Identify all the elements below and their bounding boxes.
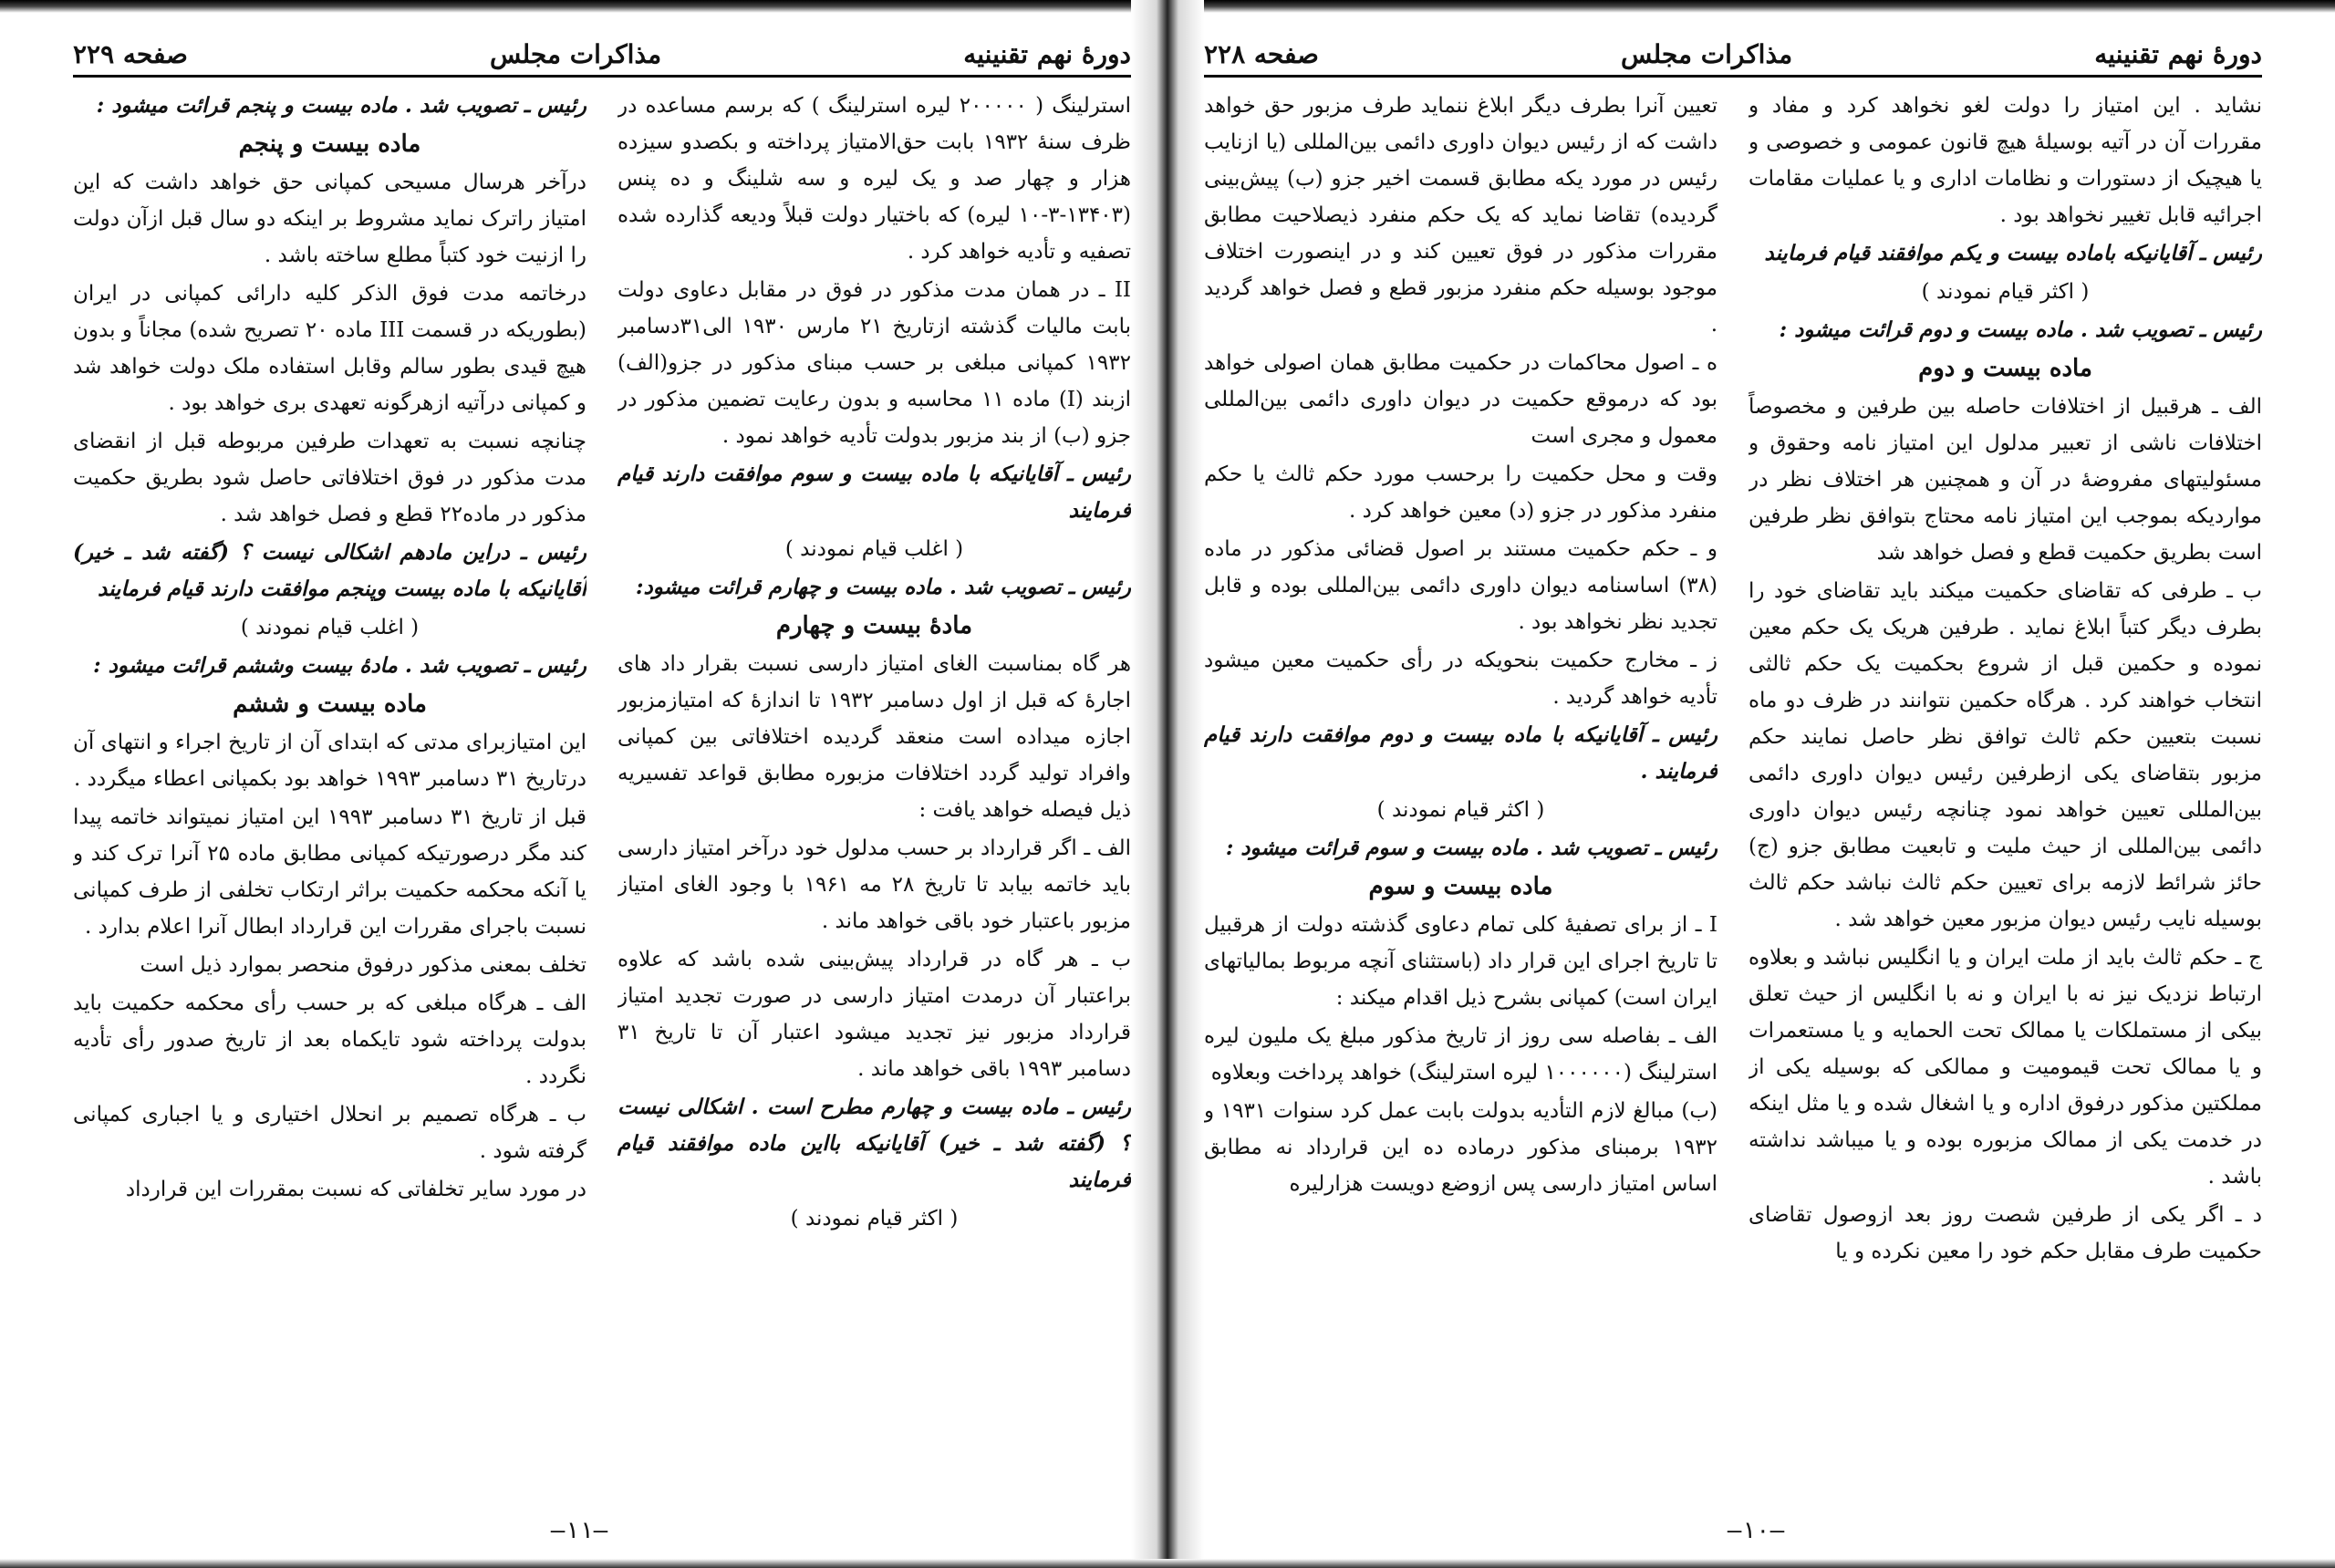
header-page-number: صفحه ۲۲۸ <box>1204 39 1319 69</box>
vote-result: ( اغلب قیام نمودند ) <box>784 537 964 561</box>
article-heading: ماده بیست و پنجم <box>238 130 421 158</box>
footer-page-number: –۱۰– <box>1727 1517 1785 1544</box>
paragraph: در مورد سایر تخلفاتی که نسبت بمقررات این قرارداد <box>125 1178 586 1201</box>
paragraph: الف ـ هرقبیل از اختلافات حاصله بین طرفین و مخصوصاً اختلافات ناشی از تعبیر مدلول این امتیاز نامه وحقوق و مسئولیتهای مفروضهٔ در آن و همچنین هر اختلاف نظر در مواردیکه بموجب این امتیاز نامه محتاج بتوافق نظر طرفین است بطریق حکمیت قطع و فصل خواهد شد <box>1749 395 2262 565</box>
speaker-line: رئیس ـ تصویب شد . ماده بیست و دوم قرائت میشود : <box>1779 317 2262 342</box>
header-page-number: صفحه ۲۲۹ <box>73 39 188 69</box>
article-heading: مادهٔ بیست و چهارم <box>775 612 973 639</box>
vote-result: ( اکثر قیام نمودند ) <box>1376 798 1545 822</box>
speaker-line: رئیس ـ تصویب شد . ماده بیست و چهارم قرائت میشود: <box>636 575 1131 599</box>
paragraph: این امتیازبرای مدتی که ابتدای آن از تاریخ اجراء و انتهای آن درتاریخ ۳۱ دسامبر ۱۹۹۳ خواهد بود بکمپانی اعطاء میگردد . <box>73 731 586 791</box>
article-heading: ماده بیست و ششم <box>233 691 427 718</box>
paragraph: (ب) مبالغ لازم التأدیه بدولت بابت عمل کرد سنوات ۱۹۳۱ و ۱۹۳۲ برمبنای مذکور درماده ده این قرارداد نه مطابق اساس امتیاز دارسی پس ازوضع دویست هزارلیره <box>1204 1099 1718 1196</box>
page-229 <box>0 0 1158 1568</box>
vote-result: ( اکثر قیام نمودند ) <box>1921 280 2090 304</box>
article-heading: ماده بیست و دوم <box>1918 355 2092 382</box>
paragraph: الف ـ بفاصله سی روز از تاریخ مذکور مبلغ یک ملیون لیره استرلینگ (۱۰۰۰۰۰۰ لیره استرلینگ) خواهد پرداخت وبعلاوه <box>1204 1024 1718 1085</box>
left-column <box>1204 88 1718 1504</box>
paragraph: قبل از تاریخ ۳۱ دسامبر ۱۹۹۳ این امتیاز نمیتواند خاتمه پیدا کند مگر درصورتیکه کمپانی مطابق ماده ۲۵ آنرا ترک کند و یا آنکه محکمه حکمیت براثر ارتکاب تخلفی از طرف کمپانی نسبت باجرای مقررات این قرارداد ابطال آنرا اعلام بدارد . <box>73 805 586 939</box>
paragraph: چنانچه نسبت به تعهدات طرفین مربوطه قبل از انقضای مدت مذکور در فوق اختلافاتی حاصل شود بطریق حکمیت مذکور در ماده۲۲ قطع و فصل خواهد شد . <box>73 430 586 526</box>
paragraph: ه ـ اصول محاکمات در حکمیت مطابق همان اصولی خواهد بود که درموقع حکمیت در دیوان داوری دائمی بین‌المللی معمول و مجری است <box>1204 351 1718 448</box>
speaker-line: رئیس ـ دراین مادهم اشکالی نیست ؟ (گفته شد ـ خیر) آقایانیکه با ماده بیست وپنجم موافقت دارند قیام فرمایند <box>73 540 586 601</box>
speaker-line: رئیس ـ تصویب شد . ماده بیست و پنجم قرائت میشود : <box>96 93 586 118</box>
page-header <box>73 18 1131 78</box>
text-columns <box>1204 88 2262 1504</box>
speaker-line: رئیس ـ ماده بیست و چهارم مطرح است . اشکالی نیست ؟ (گفته شد ـ خیر) آقایانیکه بااین ماده موافقند قیام فرمایند <box>617 1095 1131 1192</box>
paragraph: الف ـ هرگاه مبلغی که بر حسب رأی محکمه حکمیت باید بدولت پرداخته شود تایکماه بعد از تاریخ صدور رأی تأدیه نگردد . <box>73 992 586 1088</box>
footer-page-number: –۱۱– <box>550 1517 608 1544</box>
speaker-line: رئیس ـ آقایانیکه با ماده بیست و دوم موافقت دارند قیام فرمایند . <box>1204 722 1718 784</box>
article-heading: ماده بیست و سوم <box>1368 873 1553 900</box>
paragraph: استرلینگ ( ۲۰۰۰۰۰ لیره استرلینگ ) که برسم مساعده در ظرف سنهٔ ۱۹۳۲ بابت حق‌الامتیاز پرداخته و بکصدو سیزده هزار و چهار صد و یک لیره و سه شلینگ و ده پنس (۱۳۴۰۳-۳-۱۰ لیره) که باختیار دولت قبلاً ودیعه گذارده شده تصفیه و تأدیه خواهد کرد . <box>617 94 1131 264</box>
speaker-line: رئیس ـ تصویب شد . ماده بیست و سوم قرائت میشود : <box>1225 836 1718 860</box>
paragraph: نشاید . این امتیاز را دولت لغو نخواهد کرد و مفاد و مقررات آن در آتیه بوسیلهٔ هیچ قانون عمومی و خصوصی و یا هیچیک از دستورات و نظامات اداری و یا عملیات مقامات اجرائیه قابل تغییر نخواهد بود . <box>1749 94 2262 227</box>
paragraph: ب ـ هر گاه در قرارداد پیش‌بینی شده باشد که علاوه براعتبار آن درمدت امتیاز دارسی در صورت تجدید امتیاز قرارداد مزبور نیز تجدید میشود اعتبار آن تا تاریخ ۳۱ دسامبر ۱۹۹۳ باقی خواهد ماند . <box>617 948 1131 1081</box>
paragraph: و ـ حکم حکمیت مستند بر اصول قضائی مذکور در ماده (۳۸) اساسنامه دیوان داوری دائمی بین‌المللی بوده و قابل تجدید نظر نخواهد بود . <box>1204 537 1718 634</box>
speaker-line: رئیس ـ تصویب شد . مادهٔ بیست وششم قرائت میشود : <box>93 653 586 678</box>
paragraph: الف ـ اگر قرارداد بر حسب مدلول خود درآخر امتیاز دارسی باید خاتمه بیابد تا تاریخ ۲۸ مه ۱۹۶۱ با وجود الغای امتیاز مزبور باعتبار خود باقی خواهد ماند . <box>617 836 1131 933</box>
text-columns <box>73 88 1131 1504</box>
vote-result: ( اغلب قیام نمودند ) <box>240 616 420 639</box>
right-column <box>1749 88 2262 1504</box>
header-session: دورهٔ نهم تقنینیه <box>963 39 1131 69</box>
paragraph: ب ـ هرگاه تصمیم بر انحلال اختیاری و یا اجباری کمپانی گرفته شود . <box>73 1103 586 1163</box>
header-title: مذاکرات مجلس <box>1620 39 1793 69</box>
vote-result: ( اکثر قیام نمودند ) <box>790 1207 959 1231</box>
header-session: دورهٔ نهم تقنینیه <box>2094 39 2262 69</box>
paragraph: تخلف بمعنی مذکور درفوق منحصر بموارد ذیل است <box>140 953 586 977</box>
left-column <box>73 88 586 1504</box>
paragraph: درآخر هرسال مسیحی کمپانی حق خواهد داشت که این امتیاز راترک نماید مشروط بر اینکه دو سال قبل ازآن دولت را ازنیت خود کتباً مطلع ساخته باشد . <box>73 171 586 267</box>
paragraph: ب ـ طرفی که تقاضای حکمیت میکند باید تقاضای خود را بطرف دیگر کتباً ابلاغ نماید . طرفین هریک یک حکم معین نموده و حکمین قبل از شروع بحکمیت یک حکم ثالثی انتخاب خواهند کرد . هرگاه حکمین نتوانند در ظرف دو ماه نسبت بتعیین حکم ثالث توافق نظر حاصل نمایند حکم مزبور بتقاضای یکی ازطرفین رئیس دیوان داوری دائمی بین‌المللی تعیین خواهد نمود چنانچه رئیس دیوان داوری دائمی بین‌المللی از حیث ملیت و تابعیت مطابق جزو (ج) حائز شرائط لازمه برای تعیین حکم ثالث نباشد حکم ثالث بوسیله نایب رئیس دیوان مزبور معین خواهد شد . <box>1749 579 2262 931</box>
page-228 <box>1177 0 2335 1568</box>
paragraph: II ـ در همان مدت مذکور در فوق در مقابل دعاوی دولت بابت مالیات گذشته ازتاریخ ۲۱ مارس ۱۹۳۰ الی۳۱دسامبر ۱۹۳۲ کمپانی مبلغی بر حسب مبنای مذکور در جزو(الف) ازبند (I) ماده ۱۱ محاسبه و بدون رعایت تضمین مذکور در جزو (ب) از بند مزبور بدولت تأدیه خواهد نمود . <box>617 278 1131 448</box>
paragraph: ج ـ حکم ثالث باید از ملت ایران و یا انگلیس نباشد و بعلاوه ارتباط نزدیک نیز نه با ایران و نه با انگلیس از حیث تعلق بیکی از مستملکات یا ممالک تحت الحمایه و یا مستعمرات و یا ممالک تحت قیمومیت و ممالکی که بوسیله یکی از مملکتین مذکور درفوق اداره و یا اشغال شده و یا مثل اینکه در خدمت یکی از ممالک مزبوره بوده و یا میباشد نداشته باشد . <box>1749 946 2262 1189</box>
paragraph: درخاتمه مدت فوق الذکر کلیه دارائی کمپانی در ایران (بطوریکه در قسمت III ماده ۲۰ تصریح شده) مجاناً و بدون هیچ قیدی بطور سالم وقابل استفاده ملک دولت خواهد شد و کمپانی درآتیه ازهرگونه تعهدی بری خواهد بود . <box>73 282 586 415</box>
speaker-line: رئیس ـ آقایانیکه باماده بیست و یکم موافقند قیام فرمایند <box>1764 241 2262 265</box>
page-header <box>1204 18 2262 78</box>
paragraph: ز ـ مخارج حکمیت بنحویکه در رأی حکمیت معین میشود تأدیه خواهد گردید . <box>1204 649 1718 709</box>
scan-edge-bottom <box>0 1559 2335 1568</box>
paragraph: وقت و محل حکمیت را برحسب مورد حکم ثالث یا حکم منفرد مذکور در جزو (د) معین خواهد کرد . <box>1204 462 1718 523</box>
paragraph: هر گاه بمناسبت الغای امتیاز دارسی نسبت بقرار داد های اجارهٔ که قبل از اول دسامبر ۱۹۳۲ تا اندازهٔ که امتیازمزبور اجازه میداده است منعقد گردیده اختلافاتی بین کمپانی وافراد تولید گردد اختلافات مزبوره مطابق قواعد تفسیریه ذیل فیصله خواهد یافت : <box>617 652 1131 822</box>
header-title: مذاکرات مجلس <box>489 39 662 69</box>
right-column <box>617 88 1131 1504</box>
speaker-line: رئیس ـ آقایانیکه با ماده بیست و سوم موافقت دارند قیام فرمایند <box>617 462 1131 523</box>
paragraph: I ـ از برای تصفیهٔ کلی تمام دعاوی گذشته دولت از هرقبیل تا تاریخ اجرای این قرار داد (باستثنای آنچه مربوط بمالیاتهای ایران است) کمپانی بشرح ذیل اقدام میکند : <box>1204 913 1718 1010</box>
paragraph: د ـ اگر یکی از طرفین شصت روز بعد ازوصول تقاضای حکمیت طرف مقابل حکم خود را معین نکرده و یا <box>1749 1203 2262 1263</box>
paragraph: تعیین آنرا بطرف دیگر ابلاغ ننماید طرف مزبور حق خواهد داشت که از رئیس دیوان داوری دائمی بین‌المللی (یا ازنایب رئیس در مورد یکه مطابق قسمت اخیر جزو (ب) پیش‌بینی گردیده) تقاضا نماید که یک حکم منفرد ذیصلاحیت مطابق مقررات مذکور در فوق تعیین کند و در اینصورت اختلاف موجود بوسیله حکم منفرد مزبور قطع و فصل خواهد گردید . <box>1204 94 1718 337</box>
